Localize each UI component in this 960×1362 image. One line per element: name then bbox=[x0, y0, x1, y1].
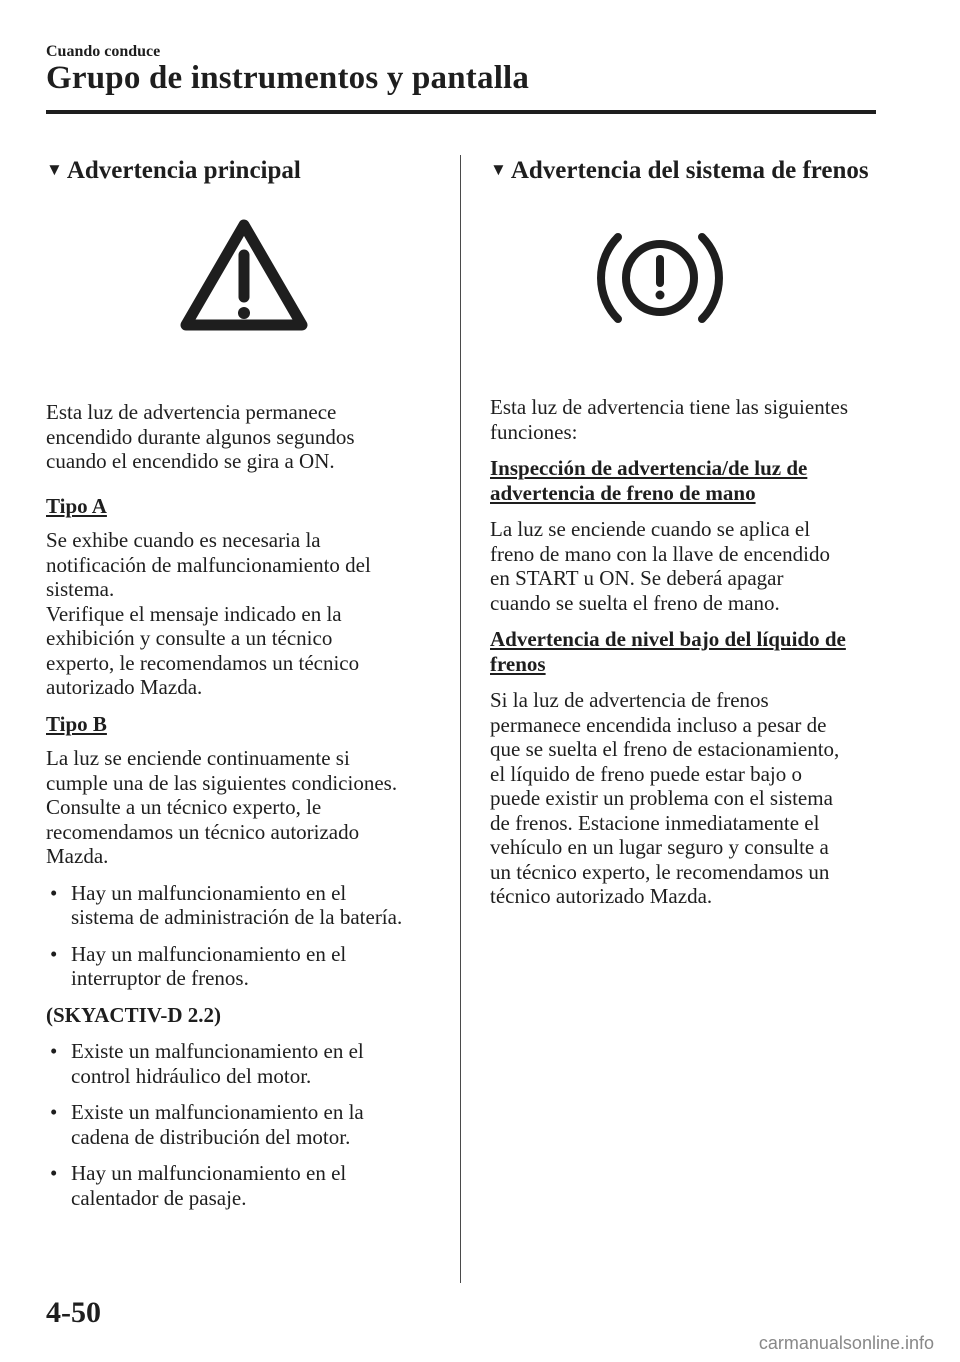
text-line: que se suelta el freno de estacionamiento, bbox=[490, 737, 840, 761]
text-line: frenos bbox=[490, 651, 546, 676]
header-rule bbox=[46, 110, 876, 114]
text-line: freno de mano con la llave de encendido bbox=[490, 541, 830, 566]
list-item bbox=[46, 942, 441, 991]
left-column bbox=[46, 155, 441, 1210]
text-line: Existe un malfuncionamiento en el bbox=[71, 1039, 364, 1063]
type-a-text bbox=[46, 528, 441, 700]
type-b-title: Tipo B bbox=[46, 711, 107, 736]
text-line: interruptor de frenos. bbox=[71, 966, 249, 990]
text-line: recomendamos un técnico autorizado bbox=[46, 819, 360, 844]
text-line: cuando el encendido se gira a ON. bbox=[46, 449, 335, 473]
text-line: cadena de distribución del motor. bbox=[71, 1124, 351, 1149]
text-line: Consulte a un técnico experto, le bbox=[46, 795, 322, 819]
text-line: Hay un malfuncionamiento en el bbox=[71, 880, 347, 905]
text-line: Hay un malfuncionamiento en el bbox=[71, 941, 347, 966]
text-line: de frenos. Estacione inmediatamente el bbox=[490, 810, 820, 835]
text-line: La luz se enciende continuamente si bbox=[46, 746, 350, 770]
brake-fluid-subheading bbox=[490, 627, 885, 676]
master-warning-heading-text: Advertencia principal bbox=[66, 157, 301, 184]
text-line: advertencia de freno de mano bbox=[490, 480, 756, 505]
text-line: Esta luz de advertencia tiene las siguientes bbox=[490, 395, 849, 419]
text-line: puede existir un problema con el sistema bbox=[490, 786, 833, 810]
list-item bbox=[46, 881, 441, 930]
text-line: técnico autorizado Mazda. bbox=[490, 884, 713, 908]
list-item-text bbox=[71, 1161, 441, 1210]
type-a-title: Tipo A bbox=[46, 493, 107, 518]
text-line: sistema. bbox=[46, 577, 115, 601]
column-divider bbox=[460, 155, 461, 1283]
list-item-text bbox=[71, 1039, 441, 1088]
text-line: vehículo en un lugar seguro y consulte a bbox=[490, 835, 829, 859]
text-line: Mazda. bbox=[46, 844, 109, 868]
section-label: Cuando conduce bbox=[46, 43, 161, 60]
list-item bbox=[46, 1100, 441, 1149]
text-line: notificación de malfuncionamiento del bbox=[46, 552, 371, 577]
brake-warning-intro bbox=[490, 395, 885, 444]
list-item-text bbox=[71, 881, 441, 930]
list-item-text bbox=[71, 1100, 441, 1149]
page-number: 4-50 bbox=[46, 1296, 101, 1329]
text-line: Advertencia de nivel bajo del líquido de bbox=[490, 627, 846, 651]
master-warning-intro bbox=[46, 400, 441, 474]
down-triangle-icon: ▼ bbox=[46, 160, 63, 179]
brake-warning-icon-wrap bbox=[490, 223, 830, 353]
text-line: el líquido de freno puede estar bajo o bbox=[490, 761, 802, 786]
text-line: La luz se enciende cuando se aplica el bbox=[490, 517, 811, 541]
down-triangle-icon: ▼ bbox=[490, 160, 507, 179]
text-line: control hidráulico del motor. bbox=[71, 1063, 312, 1088]
brake-warning-icon bbox=[594, 223, 726, 333]
text-line: Si la luz de advertencia de frenos bbox=[490, 688, 769, 712]
master-warning-heading bbox=[46, 155, 441, 187]
bullet-icon: • bbox=[50, 1100, 58, 1124]
list-item bbox=[46, 1161, 441, 1210]
list-item bbox=[46, 1039, 441, 1088]
watermark: carmanualsonline.info bbox=[758, 1333, 934, 1353]
text-line: funciones: bbox=[490, 419, 578, 444]
text-line: Esta luz de advertencia permanece bbox=[46, 400, 337, 424]
text-line: permanece encendida incluso a pesar de bbox=[490, 712, 827, 737]
text-line: cumple una de las siguientes condiciones. bbox=[46, 770, 398, 795]
right-column bbox=[490, 155, 885, 909]
list-item-text bbox=[71, 942, 441, 991]
bullet-icon: • bbox=[50, 1039, 58, 1063]
page-title: Grupo de instrumentos y pantalla bbox=[46, 60, 530, 96]
text-line: exhibición y consulte a un técnico bbox=[46, 626, 333, 650]
text-line: sistema de administración de la batería. bbox=[71, 905, 403, 929]
text-line: Se exhibe cuando es necesaria la bbox=[46, 528, 321, 552]
type-b-text bbox=[46, 746, 441, 869]
text-line: experto, le recomendamos un técnico bbox=[46, 650, 360, 675]
text-line: Existe un malfuncionamiento en la bbox=[71, 1100, 364, 1124]
handbrake-subheading bbox=[490, 456, 885, 505]
handbrake-text bbox=[490, 517, 885, 615]
brake-warning-heading-text: Advertencia del sistema de frenos bbox=[510, 157, 869, 184]
skyactiv-label: (SKYACTIV-D 2.2) bbox=[46, 1002, 222, 1027]
text-line: Hay un malfuncionamiento en el bbox=[71, 1161, 347, 1185]
text-line: autorizado Mazda. bbox=[46, 675, 203, 699]
bullet-icon: • bbox=[50, 880, 58, 905]
brake-fluid-text bbox=[490, 688, 885, 909]
bullet-icon: • bbox=[50, 1161, 58, 1185]
text-line: calentador de pasaje. bbox=[71, 1185, 247, 1210]
brake-warning-heading bbox=[490, 155, 885, 187]
text-line: un técnico experto, le recomendamos un bbox=[490, 859, 830, 884]
master-warning-triangle-icon bbox=[174, 215, 314, 337]
text-line: Verifique el mensaje indicado en la bbox=[46, 601, 342, 626]
text-line: en START u ON. Se deberá apagar bbox=[490, 566, 784, 590]
text-line: cuando se suelta el freno de mano. bbox=[490, 590, 780, 615]
bullet-icon: • bbox=[50, 941, 58, 966]
text-line: encendido durante algunos segundos bbox=[46, 424, 355, 449]
text-line: Inspección de advertencia/de luz de bbox=[490, 456, 808, 480]
master-warning-icon-wrap bbox=[46, 215, 441, 370]
